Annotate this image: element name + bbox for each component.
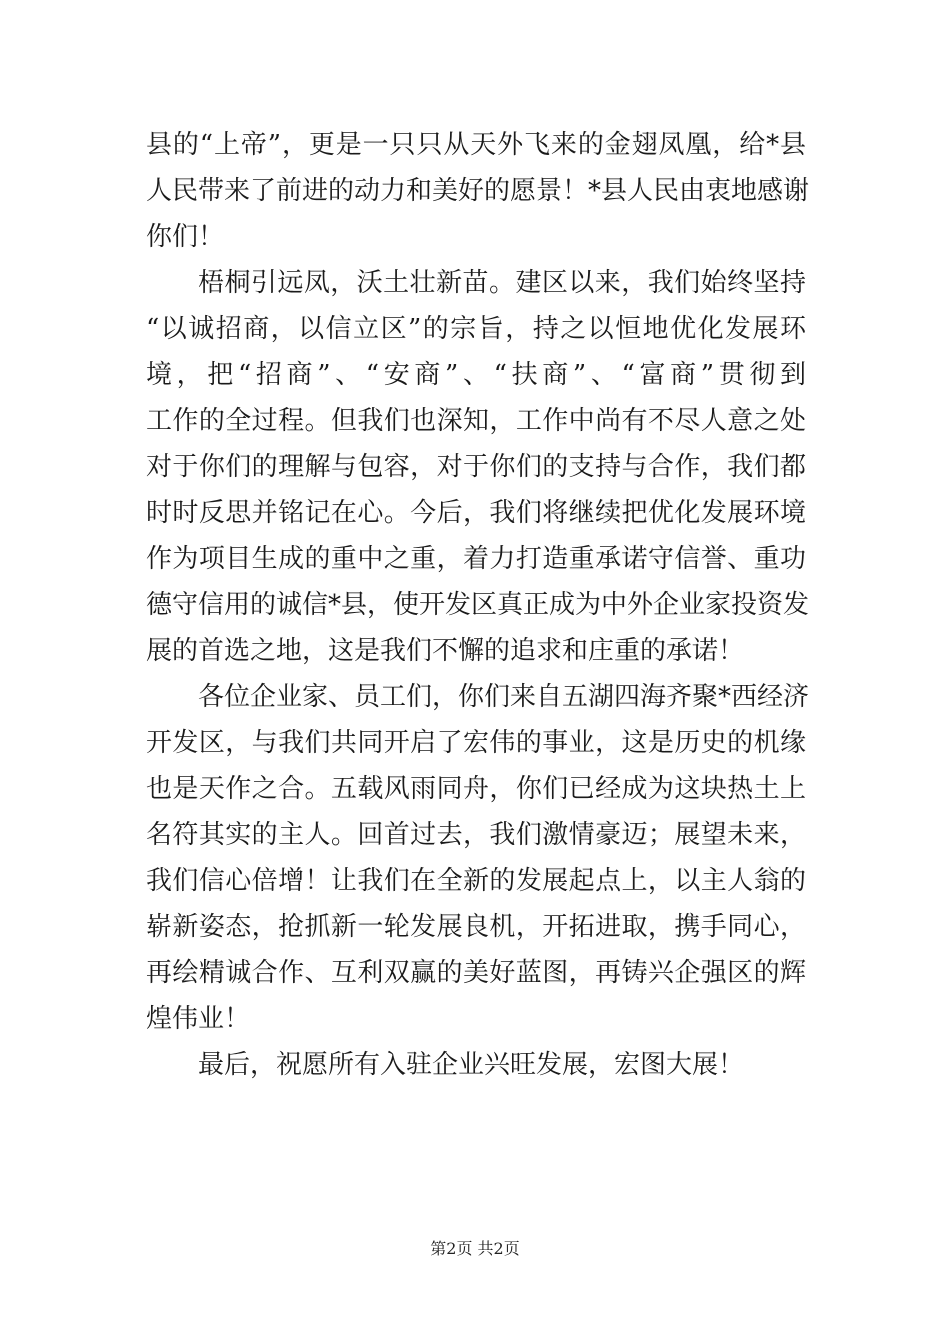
page-number-label: 第2页 共2页 <box>430 1239 520 1258</box>
text-line: 各位企业家、员工们，你们来自五湖四海齐聚*西经济 <box>198 682 810 712</box>
text-line: 你们！ <box>146 222 225 252</box>
text-line: 作为项目生成的重中之重，着力打造重承诺守信誉、重功 <box>146 544 806 574</box>
text-line: 名符其实的主人。回首过去，我们激情豪迈；展望未来， <box>146 820 806 850</box>
text-line: 工作的全过程。但我们也深知，工作中尚有不尽人意之处 <box>146 406 806 436</box>
text-line: 展的首选之地，这是我们不懈的追求和庄重的承诺！ <box>146 636 745 666</box>
text-line: 时时反思并铭记在心。今后，我们将继续把优化发展环境 <box>146 498 806 528</box>
text-line: 崭新姿态，抢抓新一轮发展良机，开拓进取，携手同心， <box>146 912 806 942</box>
text-line: 煌伟业！ <box>146 1004 251 1034</box>
document-body <box>146 122 810 1088</box>
text-line: 最后，祝愿所有入驻企业兴旺发展，宏图大展！ <box>198 1050 745 1080</box>
text-line: 德守信用的诚信*县，使开发区真正成为中外企业家投资发 <box>146 590 810 620</box>
text-line: “以诚招商，以信立区”的宗旨，持之以恒地优化发展环 <box>146 314 806 344</box>
text-line: 我们信心倍增！让我们在全新的发展起点上，以主人翁的 <box>146 866 806 896</box>
text-line: 对于你们的理解与包容，对于你们的支持与合作，我们都 <box>146 452 806 482</box>
text-line: 县的“上帝”，更是一只只从天外飞来的金翅凤凰，给*县 <box>146 130 806 160</box>
text-line: 梧桐引远凤，沃土壮新苗。建区以来，我们始终坚持 <box>198 268 806 298</box>
page-footer <box>0 1238 950 1260</box>
text-line: 也是天作之合。五载风雨同舟，你们已经成为这块热土上 <box>146 774 806 804</box>
text-line: 开发区，与我们共同开启了宏伟的事业，这是历史的机缘 <box>146 728 806 758</box>
text-line: 人民带来了前进的动力和美好的愿景！*县人民由衷地感谢 <box>146 176 810 206</box>
text-line: 再绘精诚合作、互利双赢的美好蓝图，再铸兴企强区的辉 <box>146 958 806 988</box>
text-line: 境，把“招商”、“安商”、“扶商”、“富商”贯彻到 <box>146 360 806 390</box>
